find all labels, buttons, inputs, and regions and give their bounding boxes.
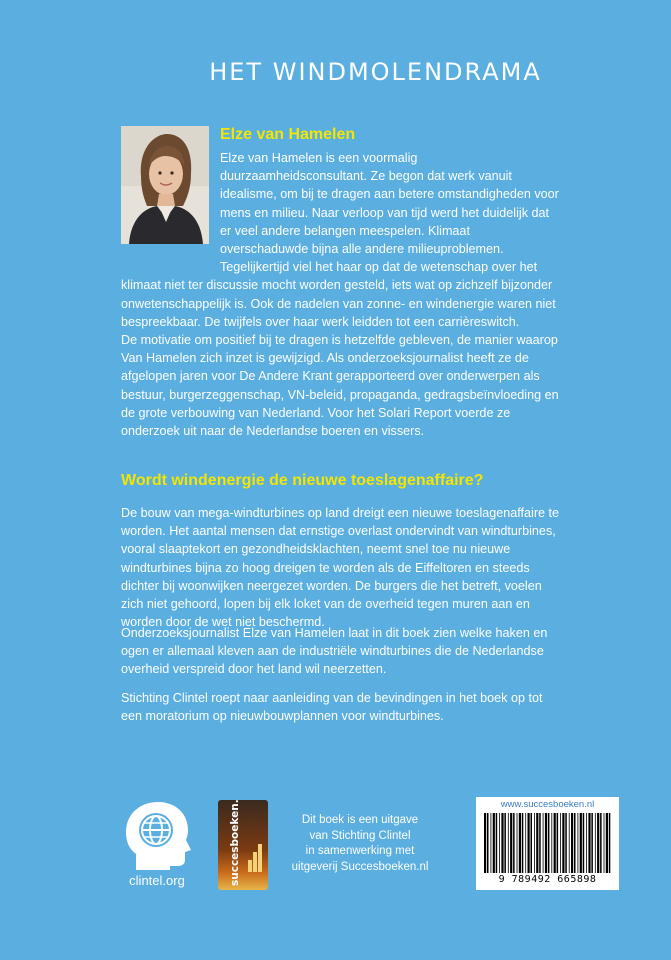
barcode-bar xyxy=(560,813,561,873)
publisher-line-2: van Stichting Clintel xyxy=(309,829,411,842)
blurb-text-1: De bouw van mega-windturbines op land dreigt een nieuwe toeslagenaffaire te worden. Het aantal mensen dat ernstige overlast ondervindt van windturbines, vooral slaaptekort en gezondheidsklachten, neemt snel toe nu nieuwe windturbines bijna zo hoog dreigen te worden als de Eiffeltoren en steeds dichter bij woonwijken neergezet worden. De burgers die het betreft, voelen zich niet gehoord, lopen bij elk loket van de overheid tegen muren aan en worden door de wet niet beschermd. xyxy=(121,506,560,630)
blurb-paragraph-1 xyxy=(121,504,561,631)
barcode-bar xyxy=(548,813,550,873)
barcode-bar xyxy=(595,813,596,873)
barcode-bar xyxy=(522,813,524,873)
barcode-bar xyxy=(591,813,593,873)
barcode-bar xyxy=(551,813,552,873)
barcode-bar xyxy=(525,813,526,873)
barcode-url: www.succesboeken.nl xyxy=(500,799,595,810)
barcode-bar xyxy=(484,813,486,873)
barcode-bar xyxy=(574,813,576,873)
barcode-bar xyxy=(531,813,533,873)
publisher-note xyxy=(285,813,435,875)
barcode-bars xyxy=(484,813,611,873)
succesboeken-logo-text xyxy=(218,800,268,890)
barcode-bar xyxy=(496,813,498,873)
barcode-bar xyxy=(571,813,573,873)
clintel-org-label: clintel.org xyxy=(129,873,185,888)
author-name-heading: Elze van Hamelen xyxy=(220,126,356,143)
barcode-bar xyxy=(493,813,495,873)
barcode-bar xyxy=(606,813,608,873)
barcode-bar xyxy=(513,813,515,873)
barcode-bar xyxy=(578,813,579,873)
barcode-bar xyxy=(604,813,605,873)
barcode-bar xyxy=(517,813,518,873)
barcode-box xyxy=(476,797,619,890)
barcode-bar xyxy=(491,813,492,873)
publisher-line-1: Dit boek is een uitgave xyxy=(301,814,419,826)
barcode-bar xyxy=(510,813,512,873)
barcode-bar xyxy=(583,813,585,873)
barcode-bar xyxy=(580,813,582,873)
barcode-bar xyxy=(545,813,547,873)
author-bio-paragraph-1 xyxy=(121,149,561,331)
barcode-bar xyxy=(536,813,538,873)
barcode-bar xyxy=(569,813,570,873)
barcode-bar xyxy=(499,813,500,873)
barcode-bar xyxy=(487,813,489,873)
barcode-bar xyxy=(543,813,544,873)
barcode-bar xyxy=(501,813,503,873)
blurb-heading: Wordt windenergie de nieuwe toeslagenaffaire? xyxy=(121,472,484,489)
barcode-bar xyxy=(609,813,611,873)
barcode-bar xyxy=(554,813,556,873)
barcode-bar xyxy=(600,813,602,873)
author-bio-paragraph-2 xyxy=(121,331,561,440)
succesboeken-logo-label: succesboeken.nl xyxy=(229,800,241,886)
barcode-bar xyxy=(508,813,509,873)
publisher-line-3: in samenwerking met xyxy=(305,845,415,857)
barcode-bar xyxy=(528,813,530,873)
barcode-bar xyxy=(539,813,541,873)
blurb-text-2: Onderzoeksjournalist Elze van Hamelen laat in dit boek zien welke haken en ogen er allemaal kleven aan de industriële windturbines die de Nederlandse overheid verspreid door het land wil neerzetten. xyxy=(121,626,548,677)
blurb-paragraph-3 xyxy=(121,689,561,725)
blurb-paragraph-2 xyxy=(121,624,561,679)
barcode-bar xyxy=(562,813,564,873)
barcode-bar xyxy=(565,813,567,873)
barcode-bar xyxy=(597,813,599,873)
isbn-number: 9 789492 665898 xyxy=(498,874,597,885)
blurb-text-3: Stichting Clintel roept naar aanleiding van de bevindingen in het boek op tot een moratorium op nieuwbouwplannen voor windturbines. xyxy=(121,691,543,724)
barcode-bar xyxy=(504,813,506,873)
barcode-bar xyxy=(519,813,521,873)
author-bio-text-2: De motivatie om positief bij te dragen is hetzelfde gebleven, de manier waarop Van Hamelen zich inzet is gewijzigd. Als onderzoeksjournalist heeft ze de afgelopen jaren voor De Andere Krant gerapporteerd over onderwerpen als bestuur, burgerzeggenschap, VN-beleid, propaganda, gedragsbeïnvloeding en de grote verbouwing van Nederland. Voor het Solari Report voerde ze onderzoek uit naar de Nederlandse boeren en vissers. xyxy=(121,333,559,439)
barcode-bar xyxy=(557,813,559,873)
author-bio-text-1: Elze van Hamelen is een voormalig duurzaamheidsconsultant. Ze begon dat werk vanuit idealisme, om bij te dragen aan betere omstandigheden voor mens en milieu. Naar verloop van tijd werd het duidelijk dat er veel andere belangen meespelen. Klimaat overschaduwde bijna alle andere milieuproblemen. Tegelijkertijd viel het haar op dat de wetenschap over het klimaat niet ter discussie mocht worden gesteld, iets wat op zichzelf bijzonder onwetenschappelijk is. Ook de nadelen van zonne- en windenergie waren niet bespreekbaar. De twijfels over haar werk leidden tot een carrièreswitch. xyxy=(121,151,559,329)
publisher-line-4: uitgeverij Succesboeken.nl xyxy=(291,860,429,873)
barcode-bar xyxy=(534,813,535,873)
barcode-bar xyxy=(586,813,587,873)
book-title: HET WINDMOLENDRAMA xyxy=(209,58,542,86)
barcode-bar xyxy=(588,813,590,873)
